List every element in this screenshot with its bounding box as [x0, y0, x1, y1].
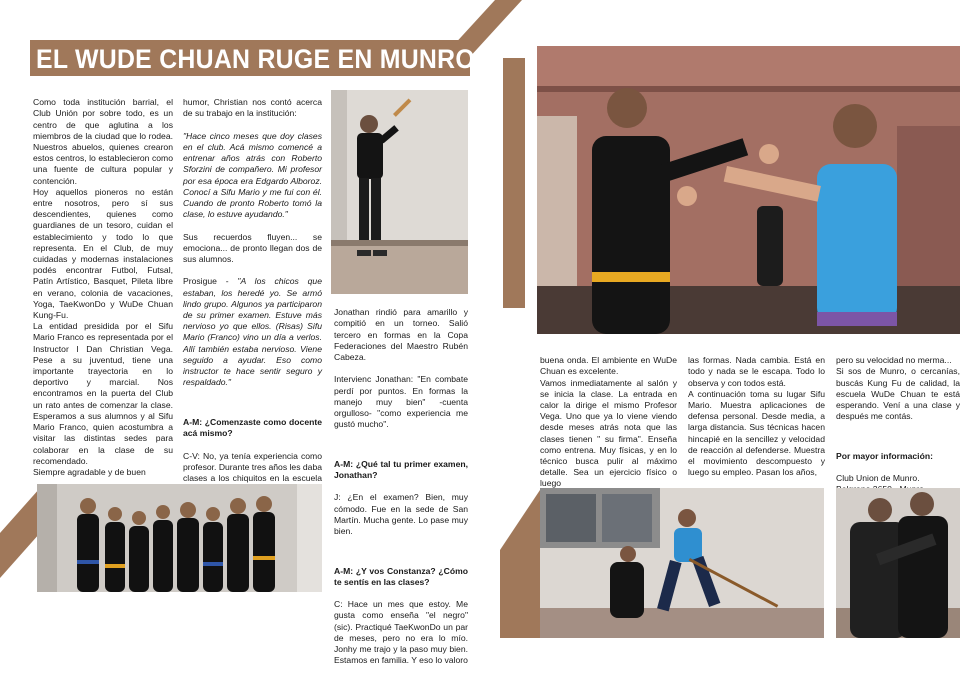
interview-question-2: A-M: ¿Qué tal tu primer examen, Jonathan? [334, 458, 468, 481]
photo-self-defense [836, 488, 960, 638]
article-column-4 [540, 344, 677, 489]
photo-floor-technique [540, 488, 824, 638]
column-2-paragraph-3 [183, 276, 322, 388]
column-6-text: pero su velocidad no merma... Si sos de Munro, o cercanías, buscás Kung Fu de calidad, la escuela WuDe Chuan te está esperando. Vení a una clase y después me contás. [836, 355, 960, 422]
column-2-prosigue: Prosigue - [183, 276, 238, 287]
interview-answer-3: C: Hace un mes que estoy. Me gusta como enseña "el negro" (sic). Practiqué TaeKwonDo un par de meses, pero no era lo mío. Jonhy me trajo y la paso muy bien. Estamos en familia. Y eso lo valoro [334, 599, 468, 666]
photo-group-portrait [37, 484, 322, 592]
column-2-intro: humor, Christian nos contó acerca de su trabajo en la institución: [183, 97, 322, 119]
column-5-text: las formas. Nada cambia. Está en todo y nada se le escapa. Todo lo observa y con todos está. A continuación toma su lugar Sifu Mario. Muestra aplicaciones de defensa personal. Desde media, a larga distancia. Sus técnicas hacen hincapié en la sencillez y velocidad de reacción al defenderse. Muestra el movimiento descompuesto y luego su empleo. Pasan los años, [688, 355, 825, 478]
column-2-quote-2: "A los chicos que estaban, los heredé yo. Se armó lindo grupo. Algunos ya participaron de su primer examen. Estuve más nervioso yo que ellos. (Risas) Sifu Mario (Franco) vino un día a verlos. Allí también estaba nervioso. Viene seguido a ayudar. Eso como instructor te hace sentir seguro y respaldado." [183, 276, 322, 388]
accent-diagonal-mid-right [490, 58, 530, 308]
column-2-paragraph-2: Sus recuerdos fluyen... se emociona... de pronto llegan dos de sus alumnos. [183, 231, 322, 265]
accent-diagonal-left-bottom [0, 478, 40, 598]
interview-question-3: A-M: ¿Y vos Constanza? ¿Cómo te sentís en las clases? [334, 565, 468, 587]
info-lines: Club Union de Munro. [836, 473, 920, 484]
article-column-3 [334, 296, 468, 666]
column-3-paragraph-2: Intervienc Jonathan: "En combate perdí por puntos. En formas la manejo muy bien" -cuenta orgulloso- "como experiencia me gustó mucho". [334, 374, 468, 430]
column-3-paragraph-1: Jonathan rindió para amarillo y compitió en un torneo. Salió tercero en formas en la Copa Federaciones del Maestro Rubén Cabeza. [334, 307, 468, 363]
column-1-text: Como toda institución barrial, el Club Unión por sobre todo, es un centro de que aglutina a los miembros de la ciudad que lo rodea. Nuestros abuelos, quienes crearon estos centros, lo establecieron como una fuente de cultura popular y contención. Hoy aquellos pioneros no están entre nosotros, pero sí sus descendientes, quienes como guardianes de un tesoro, cuidan el establecimiento y todo lo que representa. En el Club, de muy cuidadas y modernas instalaciones podés encontrar Futbol, Futsal, Patín Artístico, Basquet, Pileta libre en verano, colonia de vacaciones, Yoga, TaeKwonDo y WuDe Chuan Kung-Fu. La entidad presidida por el Sifu Mario Franco es representada por el Instructor I Dan Christian Vega. Pese a su juventud, tiene una importante trayectoria en lo deportivo y marcial. Nos encontramos en la puerta del Club un rato antes de comenzar la clase. Esperamos a sus alumnos y al Sifu Mario Franco, quien acostumbra a visitar las distintas sedes para colaborar en la clase de su recomendado. Siempre agradable y de buen [33, 97, 173, 477]
info-title: Por mayor información: [836, 450, 933, 461]
photo-sparring [537, 46, 960, 334]
article-column-2 [183, 86, 323, 483]
article-column-6 [836, 344, 960, 484]
article-column-5 [688, 344, 825, 478]
interview-answer-1: C-V: No, ya tenía experiencia como profesor. Durante tres años les daba clases a los chiquitos en la escuela [183, 450, 323, 483]
page-title: EL WUDE CHUAN RUGE EN MUNRO [36, 44, 475, 74]
column-2-quote-1: "Hace cinco meses que doy clases en el club. Acá mismo comencé a entrenar años atrás con Roberto Sforzini de compañero. Mi profesor por esa época era Edgardo Alboroz. Conocí a Sifu Mario y me fui con él. Cuando de pronto Roberto tomó la clase, lo estuve ayudando." [183, 130, 322, 220]
accent-diagonal-bottom [500, 490, 540, 638]
article-column-1 [33, 86, 173, 478]
interview-question-1: A-M: ¿Comenzaste como docente acá mismo? [183, 416, 322, 439]
interview-answer-2: J: ¿En el examen? Bien, muy cómodo. Fue en la sede de San Martín. Mucha gente. Lo pase muy bien. [334, 492, 468, 537]
column-4-text: buena onda. El ambiente en WuDe Chuan es excelente. Vamos inmediatamente al salón y se inicia la clase. La entrada en calor la dirige el mismo Profesor Vega. Uno que ya lo viene viendo desde meses atrás nota que las clases tienen " su firma". Enseña como entrena. Muy físicas, y en lo técnico busca pulir al máximo detalle. Sea un ejercicio físico o luego [540, 355, 677, 489]
photo-instructor-nunchaku [331, 90, 468, 294]
